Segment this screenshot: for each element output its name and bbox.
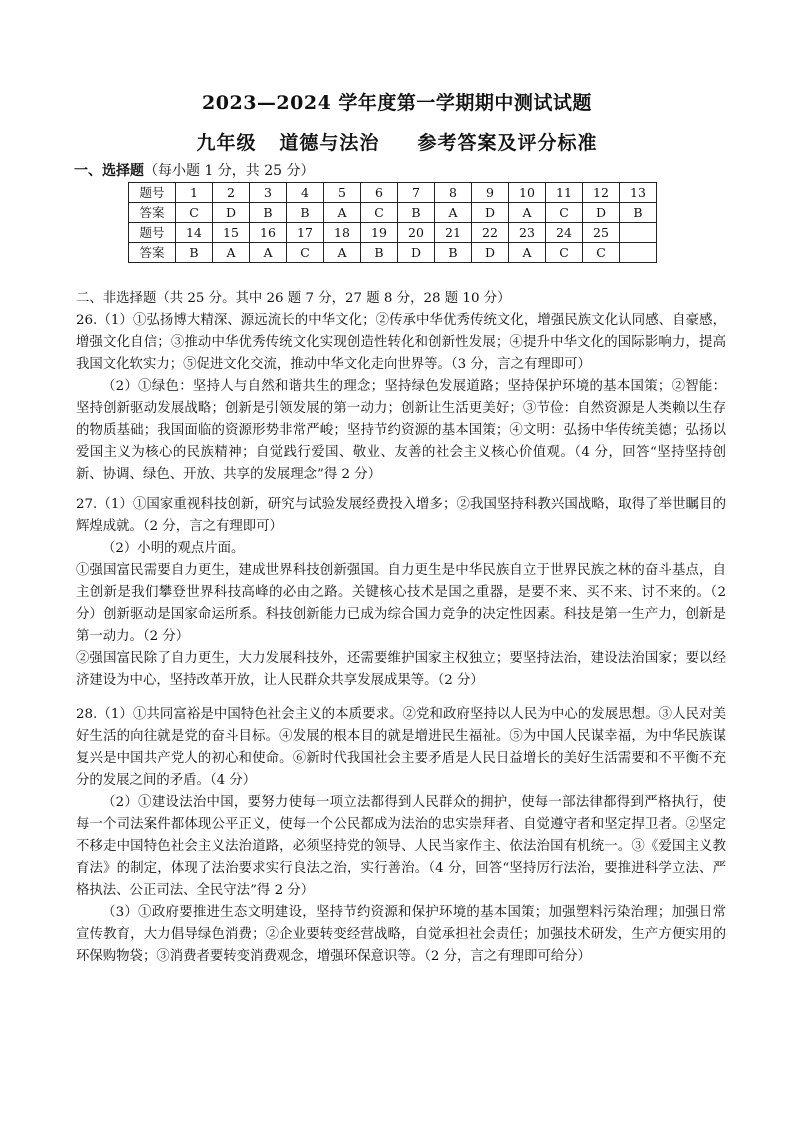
- table-cell: 6: [361, 183, 398, 203]
- answer-26-2: （2）①绿色：坚持人与自然和谐共生的理念；坚持绿色发展道路；坚持保护环境的基本国策；②智能：坚持创新驱动发展战略；创新是引领发展的第一动力；创新让生活更美好；③节俭：自然资源是人类赖以生存的物质基础；我国面临的资源形势非常严峻；坚持节约资源的基本国策；④文明：弘扬中华传统美德；弘扬以爱国主义为核心的民族精神；自觉践行爱国、敬业、友善的社会主义核心价值观。（4 分，回答“坚持坚持创新、协调、绿色、开放、共享的发展理念”得 2 分）: [76, 379, 726, 482]
- section-heading-nonchoice: 二、非选择题（共 25 分。其中 26 题 7 分，27 题 8 分，28 题 10 分）: [76, 291, 511, 306]
- answer-27-2a: ①强国富民需要自力更生，建成世界科技创新强国。自力更生是中华民族自立于世界民族之林的奋斗基点，自主创新是我们攀登世界科技高峰的必由之路。关键核心技术是国之重器，是要不来、买不来、讨不来的。（2 分）创新驱动是国家命运所系。科技创新能力已成为综合国力竞争的决定性因素。科技是第一生产力，创新是第一动力。（2 分）: [76, 563, 726, 644]
- page-title: 2023—2024 学年度第一学期期中测试试题: [202, 92, 592, 114]
- row-label: 题号: [129, 223, 176, 243]
- table-cell: 16: [250, 223, 287, 243]
- answer-28-2: （2）①建设法治中国，要努力使每一项立法都得到人民群众的拥护，使每一部法律都得到严格执行，使每一个司法案件都体现公平正义，使每一个公民都成为法治的忠实崇拜者、自觉遵守者和坚定捍卫者。②坚定不移走中国特色社会主义法治道路，必须坚持党的领导、人民当家作主、依法治国有机统一。③《爱国主义教育法》的制定，体现了法治要求实行良法之治，实行善治。（4 分，回答“坚持厉行法治，要推进科学立法、严格执法、公正司法、全民守法”得 2 分）: [76, 795, 726, 898]
- table-row-a1: [129, 203, 657, 223]
- answer-28-3: （3）①政府要推进生态文明建设，坚持节约资源和保护环境的基本国策；加强塑料污染治理；加强日常宣传教育，大力倡导绿色消费；②企业要转变经营战略，自觉承担社会责任；加强技术研发，生产方便实用的环保购物袋；③消费者要转变消费观念，增强环保意识等。（2 分，言之有理即可给分）: [76, 905, 726, 964]
- table-cell: 22: [472, 223, 509, 243]
- table-cell: 21: [435, 223, 472, 243]
- answer-26-1: 26.（1）①弘扬博大精深、源远流长的中华文化；②传承中华优秀传统文化，增强民族文化认同感、自豪感，增强文化自信；③推动中华优秀传统文化实现创造性转化和创新性发展；④提升中华文化的国际影响力，提高我国文化软实力；⑤促进文化交流，推动中华文化走向世界等。（3 分，言之有理即可）: [76, 313, 726, 372]
- table-cell: 9: [472, 183, 509, 203]
- table-cell: 3: [250, 183, 287, 203]
- table-cell: 7: [398, 183, 435, 203]
- answer-28-block: [76, 704, 726, 968]
- section-heading-choice: [74, 160, 315, 180]
- table-cell: [620, 223, 657, 243]
- table-cell: C: [583, 243, 620, 263]
- table-cell: C: [176, 203, 213, 223]
- section-heading-note: （每小题 1 分，共 25 分）: [144, 163, 315, 179]
- table-cell: 12: [583, 183, 620, 203]
- table-cell: 19: [361, 223, 398, 243]
- table-cell: 5: [324, 183, 361, 203]
- table-cell: A: [324, 203, 361, 223]
- table-cell: C: [546, 203, 583, 223]
- table-cell: D: [472, 243, 509, 263]
- table-cell: B: [287, 203, 324, 223]
- table-cell: B: [176, 243, 213, 263]
- table-row-q1: [129, 183, 657, 203]
- answer-27-2: （2）小明的观点片面。: [102, 541, 245, 556]
- section-nonchoice: [76, 288, 726, 486]
- table-cell: B: [398, 203, 435, 223]
- table-cell: D: [398, 243, 435, 263]
- table-cell: B: [361, 243, 398, 263]
- table-cell: B: [435, 243, 472, 263]
- table-cell: D: [583, 203, 620, 223]
- table-cell: D: [213, 203, 250, 223]
- table-cell: A: [435, 203, 472, 223]
- page-subtitle: 九年级 道德与法治 参考答案及评分标准: [196, 132, 598, 154]
- answer-27-2b: ②强国富民除了自力更生，大力发展科技外，还需要维护国家主权独立；要坚持法治，建设法治国家；要以经济建设为中心，坚持改革开放，让人民群众共享发展成果等。（2 分）: [76, 651, 726, 688]
- table-cell: A: [324, 243, 361, 263]
- table-cell: 10: [509, 183, 546, 203]
- table-cell: A: [213, 243, 250, 263]
- table-row-a2: [129, 243, 657, 263]
- table-cell: 25: [583, 223, 620, 243]
- table-cell: B: [250, 203, 287, 223]
- table-cell: 4: [287, 183, 324, 203]
- table-cell: 23: [509, 223, 546, 243]
- table-cell: 2: [213, 183, 250, 203]
- table-cell: 11: [546, 183, 583, 203]
- table-cell: 8: [435, 183, 472, 203]
- row-label: 题号: [129, 183, 176, 203]
- table-cell: [620, 243, 657, 263]
- section-heading-label: 一、选择题: [74, 163, 144, 179]
- table-cell: 24: [546, 223, 583, 243]
- table-cell: 17: [287, 223, 324, 243]
- table-cell: A: [509, 243, 546, 263]
- table-cell: C: [546, 243, 583, 263]
- table-cell: C: [361, 203, 398, 223]
- table-cell: A: [509, 203, 546, 223]
- answer-27-1: 27.（1）①国家重视科技创新，研究与试验发展经费投入增多；②我国坚持科教兴国战略，取得了举世瞩目的辉煌成就。（2 分，言之有理即可）: [76, 497, 726, 534]
- table-cell: 1: [176, 183, 213, 203]
- table-row-q2: [129, 223, 657, 243]
- table-cell: 13: [620, 183, 657, 203]
- row-label: 答案: [129, 243, 176, 263]
- table-cell: 18: [324, 223, 361, 243]
- table-cell: 15: [213, 223, 250, 243]
- row-label: 答案: [129, 203, 176, 223]
- table-cell: D: [472, 203, 509, 223]
- table-cell: 20: [398, 223, 435, 243]
- table-cell: B: [620, 203, 657, 223]
- table-cell: A: [250, 243, 287, 263]
- answer-28-1: 28.（1）①共同富裕是中国特色社会主义的本质要求。②党和政府坚持以人民为中心的发展思想。③人民对美好生活的向往就是党的奋斗目标。④发展的根本目的就是增进民生福祉。⑤为中国人民谋幸福，为中华民族谋复兴是中国共产党人的初心和使命。⑥新时代我国社会主要矛盾是人民日益增长的美好生活需要和不平衡不充分的发展之间的矛盾。（4 分）: [76, 707, 726, 788]
- answer-27-block: [76, 494, 726, 692]
- table-cell: 14: [176, 223, 213, 243]
- table-cell: C: [287, 243, 324, 263]
- answer-table: [128, 182, 657, 263]
